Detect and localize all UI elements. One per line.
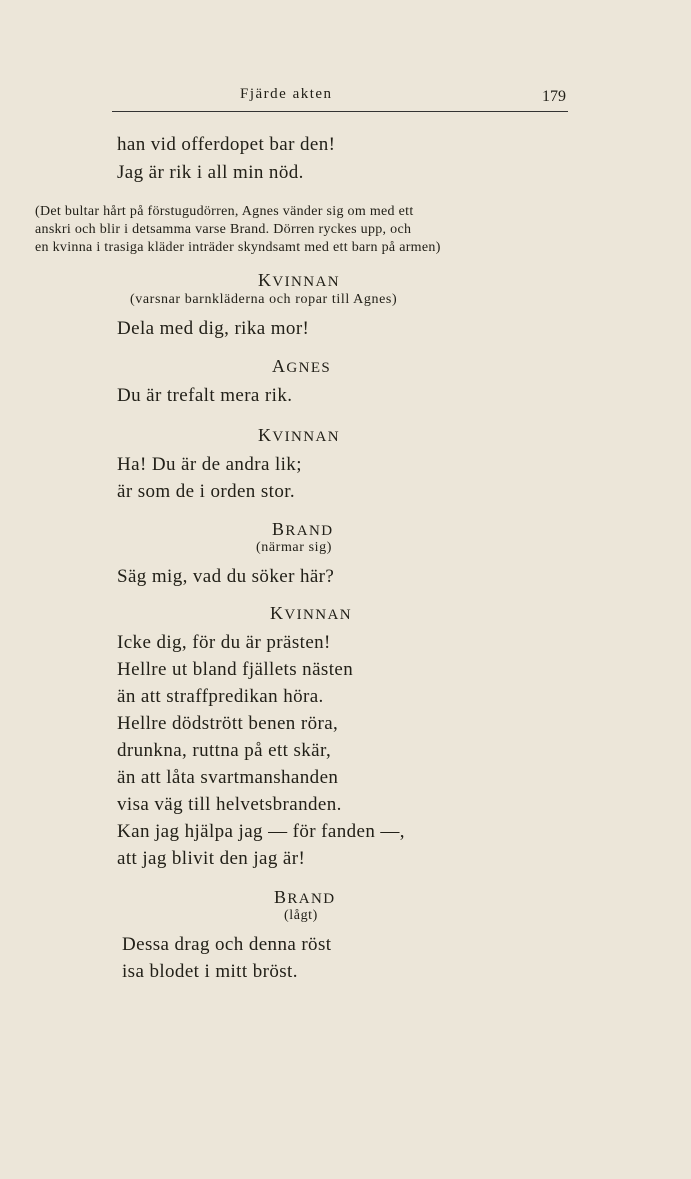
speaker-initial: K	[258, 270, 273, 290]
verse-line: Dela med dig, rika mor!	[117, 318, 310, 339]
verse-line: Ha! Du är de andra lik;	[117, 454, 302, 475]
speaker-rest: RAND	[285, 523, 334, 539]
verse-line: Kan jag hjälpa jag — för fanden —,	[117, 821, 405, 842]
verse-line: Du är trefalt mera rik.	[117, 385, 293, 406]
speaker-initial: B	[274, 887, 288, 907]
speaker-initial: A	[272, 356, 287, 376]
speaker-initial: K	[270, 603, 285, 623]
header-rule	[112, 111, 568, 112]
speaker-name	[270, 603, 352, 624]
speaker-rest: RAND	[287, 891, 336, 907]
speaker-rest: GNES	[286, 360, 332, 376]
verse-line: än att straffpredikan höra.	[117, 686, 324, 707]
verse-line: Hellre ut bland fjällets nästen	[117, 659, 354, 680]
verse-line: Hellre dödstrött benen röra,	[117, 713, 339, 734]
speaker-rest: VINNAN	[272, 429, 340, 445]
speaker-direction: (lågt)	[284, 908, 318, 923]
verse-line: visa väg till helvetsbranden.	[117, 794, 342, 815]
verse-line: än att låta svartmanshanden	[117, 767, 339, 788]
stage-direction-line: anskri och blir i detsamma varse Brand. Dörren ryckes upp, och	[35, 222, 412, 237]
speaker-initial: B	[272, 519, 286, 539]
running-title: Fjärde akten	[240, 86, 333, 102]
verse-line: Icke dig, för du är prästen!	[117, 632, 331, 653]
verse-line: att jag blivit den jag är!	[117, 848, 306, 869]
speaker-name	[272, 356, 331, 377]
verse-line: drunkna, ruttna på ett skär,	[117, 740, 332, 761]
speaker-initial: K	[258, 425, 273, 445]
running-header	[112, 86, 568, 110]
speaker-name	[258, 270, 340, 291]
speaker-direction: (närmar sig)	[256, 540, 333, 555]
verse-line: Dessa drag och denna röst	[122, 934, 332, 955]
speaker-name	[272, 519, 334, 540]
speaker-rest: VINNAN	[272, 274, 340, 290]
page-number: 179	[542, 88, 566, 105]
speaker-name	[258, 425, 340, 446]
verse-line: är som de i orden stor.	[117, 481, 296, 502]
speaker-rest: VINNAN	[284, 607, 352, 623]
verse-line: Säg mig, vad du söker här?	[117, 566, 335, 587]
stage-direction-line: en kvinna i trasiga kläder inträder skyndsamt med ett barn på armen)	[35, 240, 441, 255]
speaker-direction: (varsnar barnkläderna och ropar till Agnes)	[130, 292, 398, 307]
speaker-name	[274, 887, 336, 908]
verse-line: isa blodet i mitt bröst.	[122, 961, 298, 982]
stage-direction-line: (Det bultar hårt på förstugudörren, Agnes vänder sig om med ett	[35, 204, 414, 219]
verse-line: han vid offerdopet bar den!	[117, 134, 336, 155]
verse-line: Jag är rik i all min nöd.	[117, 162, 304, 183]
